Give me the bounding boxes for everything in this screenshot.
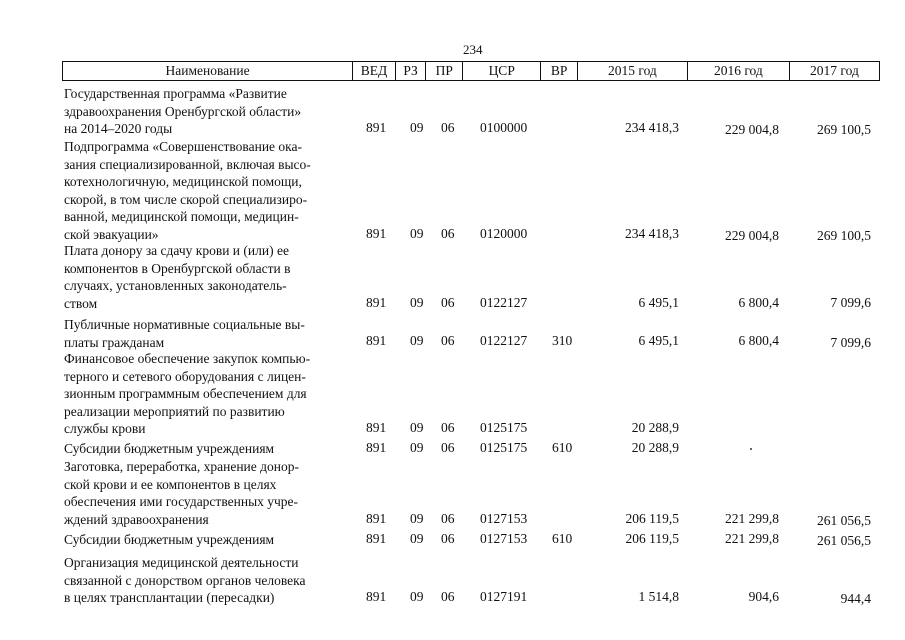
- value-2017: 269 100,5: [817, 122, 871, 137]
- name-line: реализации мероприятий по развитию: [64, 403, 285, 419]
- rz-cell: 09: [410, 333, 424, 348]
- csr-cell: 0127153: [480, 531, 528, 546]
- value-2016: 6 800,4: [738, 333, 779, 348]
- name-line: зионным программным обеспечением для: [64, 386, 307, 401]
- rz-cell: 09: [410, 531, 424, 546]
- header-name: Наименование: [63, 62, 353, 80]
- page-number: 234: [463, 42, 483, 57]
- ved-cell: 891: [366, 589, 387, 604]
- header-2015: 2015 год: [578, 62, 688, 80]
- header-vr: ВР: [541, 62, 578, 80]
- ved-cell: 891: [366, 531, 387, 546]
- header-csr: ЦСР: [463, 62, 541, 80]
- name-line: котехнологичную, медицинской помощи,: [64, 174, 302, 189]
- name-line: обеспечения ими государственных учре-: [64, 494, 299, 509]
- header-2016: 2016 год: [688, 62, 790, 80]
- value-2015: 6 495,1: [638, 333, 679, 348]
- name-line: платы гражданам: [64, 334, 165, 350]
- name-line: связанной с донорством органов человека: [64, 572, 306, 588]
- scan-speck: [750, 448, 752, 450]
- value-2015: 234 418,3: [625, 226, 679, 241]
- value-2015: 234 418,3: [625, 120, 679, 135]
- ved-cell: 891: [366, 295, 387, 310]
- ved-cell: 891: [366, 440, 387, 455]
- name-line: зания специализированной, включая высо-: [64, 156, 311, 172]
- header-ved: ВЕД: [353, 62, 396, 80]
- name-line: скорой, в том числе скорой специализиро-: [64, 191, 308, 207]
- rz-cell: 09: [410, 295, 424, 310]
- value-2016: 229 004,8: [725, 122, 779, 137]
- csr-cell: 0127153: [480, 511, 528, 526]
- table-header: [62, 61, 880, 81]
- value-2015: 1 514,8: [638, 589, 679, 604]
- name-line: Субсидии бюджетным учреждениям: [64, 441, 275, 456]
- value-2016: 6 800,4: [738, 295, 779, 310]
- value-2016: 221 299,8: [725, 531, 779, 546]
- rz-cell: 09: [410, 420, 424, 435]
- name-line: Организация медицинской деятельности: [64, 555, 299, 570]
- header-2017: 2017 год: [810, 63, 859, 78]
- vr-cell: 610: [552, 531, 573, 546]
- value-2015: 20 288,9: [631, 440, 679, 455]
- value-2017: 7 099,6: [830, 335, 871, 350]
- ved-cell: 891: [366, 226, 387, 241]
- rz-cell: 09: [410, 511, 424, 526]
- pr-cell: 06: [441, 295, 455, 310]
- name-line: ством: [64, 295, 98, 311]
- name-line: в целях трансплантации (пересадки): [64, 590, 275, 605]
- pr-cell: 06: [441, 440, 455, 455]
- csr-cell: 0122127: [480, 333, 528, 348]
- value-2015: 206 119,5: [625, 531, 679, 546]
- pr-cell: 06: [441, 333, 455, 348]
- ved-cell: 891: [366, 420, 387, 435]
- name-line: случаях, установленных законодатель-: [64, 278, 287, 293]
- csr-cell: 0127191: [480, 589, 528, 604]
- pr-cell: 06: [441, 511, 455, 526]
- value-2017: 269 100,5: [817, 228, 871, 243]
- row-name: [64, 458, 349, 528]
- csr-cell: 0120000: [480, 226, 528, 241]
- value-2015: 6 495,1: [638, 295, 679, 310]
- value-2016: 221 299,8: [725, 511, 779, 526]
- csr-cell: 0125175: [480, 440, 528, 455]
- name-line: Подпрограмма «Совершенствование ока-: [64, 139, 303, 154]
- row-name: [64, 242, 349, 312]
- value-2016: 904,6: [748, 589, 779, 604]
- ved-cell: 891: [366, 120, 387, 135]
- value-2016: 229 004,8: [725, 228, 779, 243]
- ved-cell: 891: [366, 333, 387, 348]
- pr-cell: 06: [441, 420, 455, 435]
- name-line: Субсидии бюджетным учреждениям: [64, 532, 275, 547]
- csr-cell: 0122127: [480, 295, 528, 310]
- name-line: Финансовое обеспечение закупок компью-: [64, 351, 311, 366]
- name-line: Заготовка, переработка, хранение донор-: [64, 459, 299, 474]
- csr-cell: 0100000: [480, 120, 528, 135]
- csr-cell: 0125175: [480, 420, 528, 435]
- name-line: ванной, медицинской помощи, медицин-: [64, 209, 299, 224]
- name-line: ской эвакуации»: [64, 226, 159, 242]
- header-rz: РЗ: [396, 62, 427, 80]
- vr-cell: 610: [552, 440, 573, 455]
- value-2017: 261 056,5: [817, 533, 871, 548]
- name-line: ской крови и ее компонентов в целях: [64, 476, 277, 492]
- pr-cell: 06: [441, 120, 455, 135]
- row-name: [64, 531, 349, 549]
- row-name: [64, 85, 349, 138]
- name-line: Государственная программа «Развитие: [64, 86, 287, 101]
- pr-cell: 06: [441, 531, 455, 546]
- vr-cell: 310: [552, 333, 573, 348]
- name-line: Плата донору за сдачу крови и (или) ее: [64, 243, 289, 258]
- name-line: здравоохранения Оренбургской области»: [64, 103, 302, 119]
- value-2015: 20 288,9: [631, 420, 679, 435]
- value-2017: 7 099,6: [830, 295, 871, 310]
- value-2015: 206 119,5: [625, 511, 679, 526]
- name-line: терного и сетевого оборудования с лицен-: [64, 368, 306, 384]
- row-name: [64, 440, 349, 458]
- ved-cell: 891: [366, 511, 387, 526]
- row-name: [64, 316, 349, 351]
- name-line: ждений здравоохранения: [64, 511, 209, 527]
- name-line: Публичные нормативные социальные вы-: [64, 317, 305, 332]
- name-line: компонентов в Оренбургской области в: [64, 260, 291, 276]
- name-line: на 2014–2020 годы: [64, 121, 173, 136]
- rz-cell: 09: [410, 226, 424, 241]
- row-name: [64, 554, 349, 607]
- row-name: [64, 138, 349, 243]
- header-pr: ПР: [426, 62, 463, 80]
- rz-cell: 09: [410, 120, 424, 135]
- row-name: [64, 350, 349, 438]
- value-2017: 944,4: [840, 591, 871, 606]
- rz-cell: 09: [410, 589, 424, 604]
- value-2017: 261 056,5: [817, 513, 871, 528]
- pr-cell: 06: [441, 589, 455, 604]
- rz-cell: 09: [410, 440, 424, 455]
- pr-cell: 06: [441, 226, 455, 241]
- name-line: службы крови: [64, 421, 146, 436]
